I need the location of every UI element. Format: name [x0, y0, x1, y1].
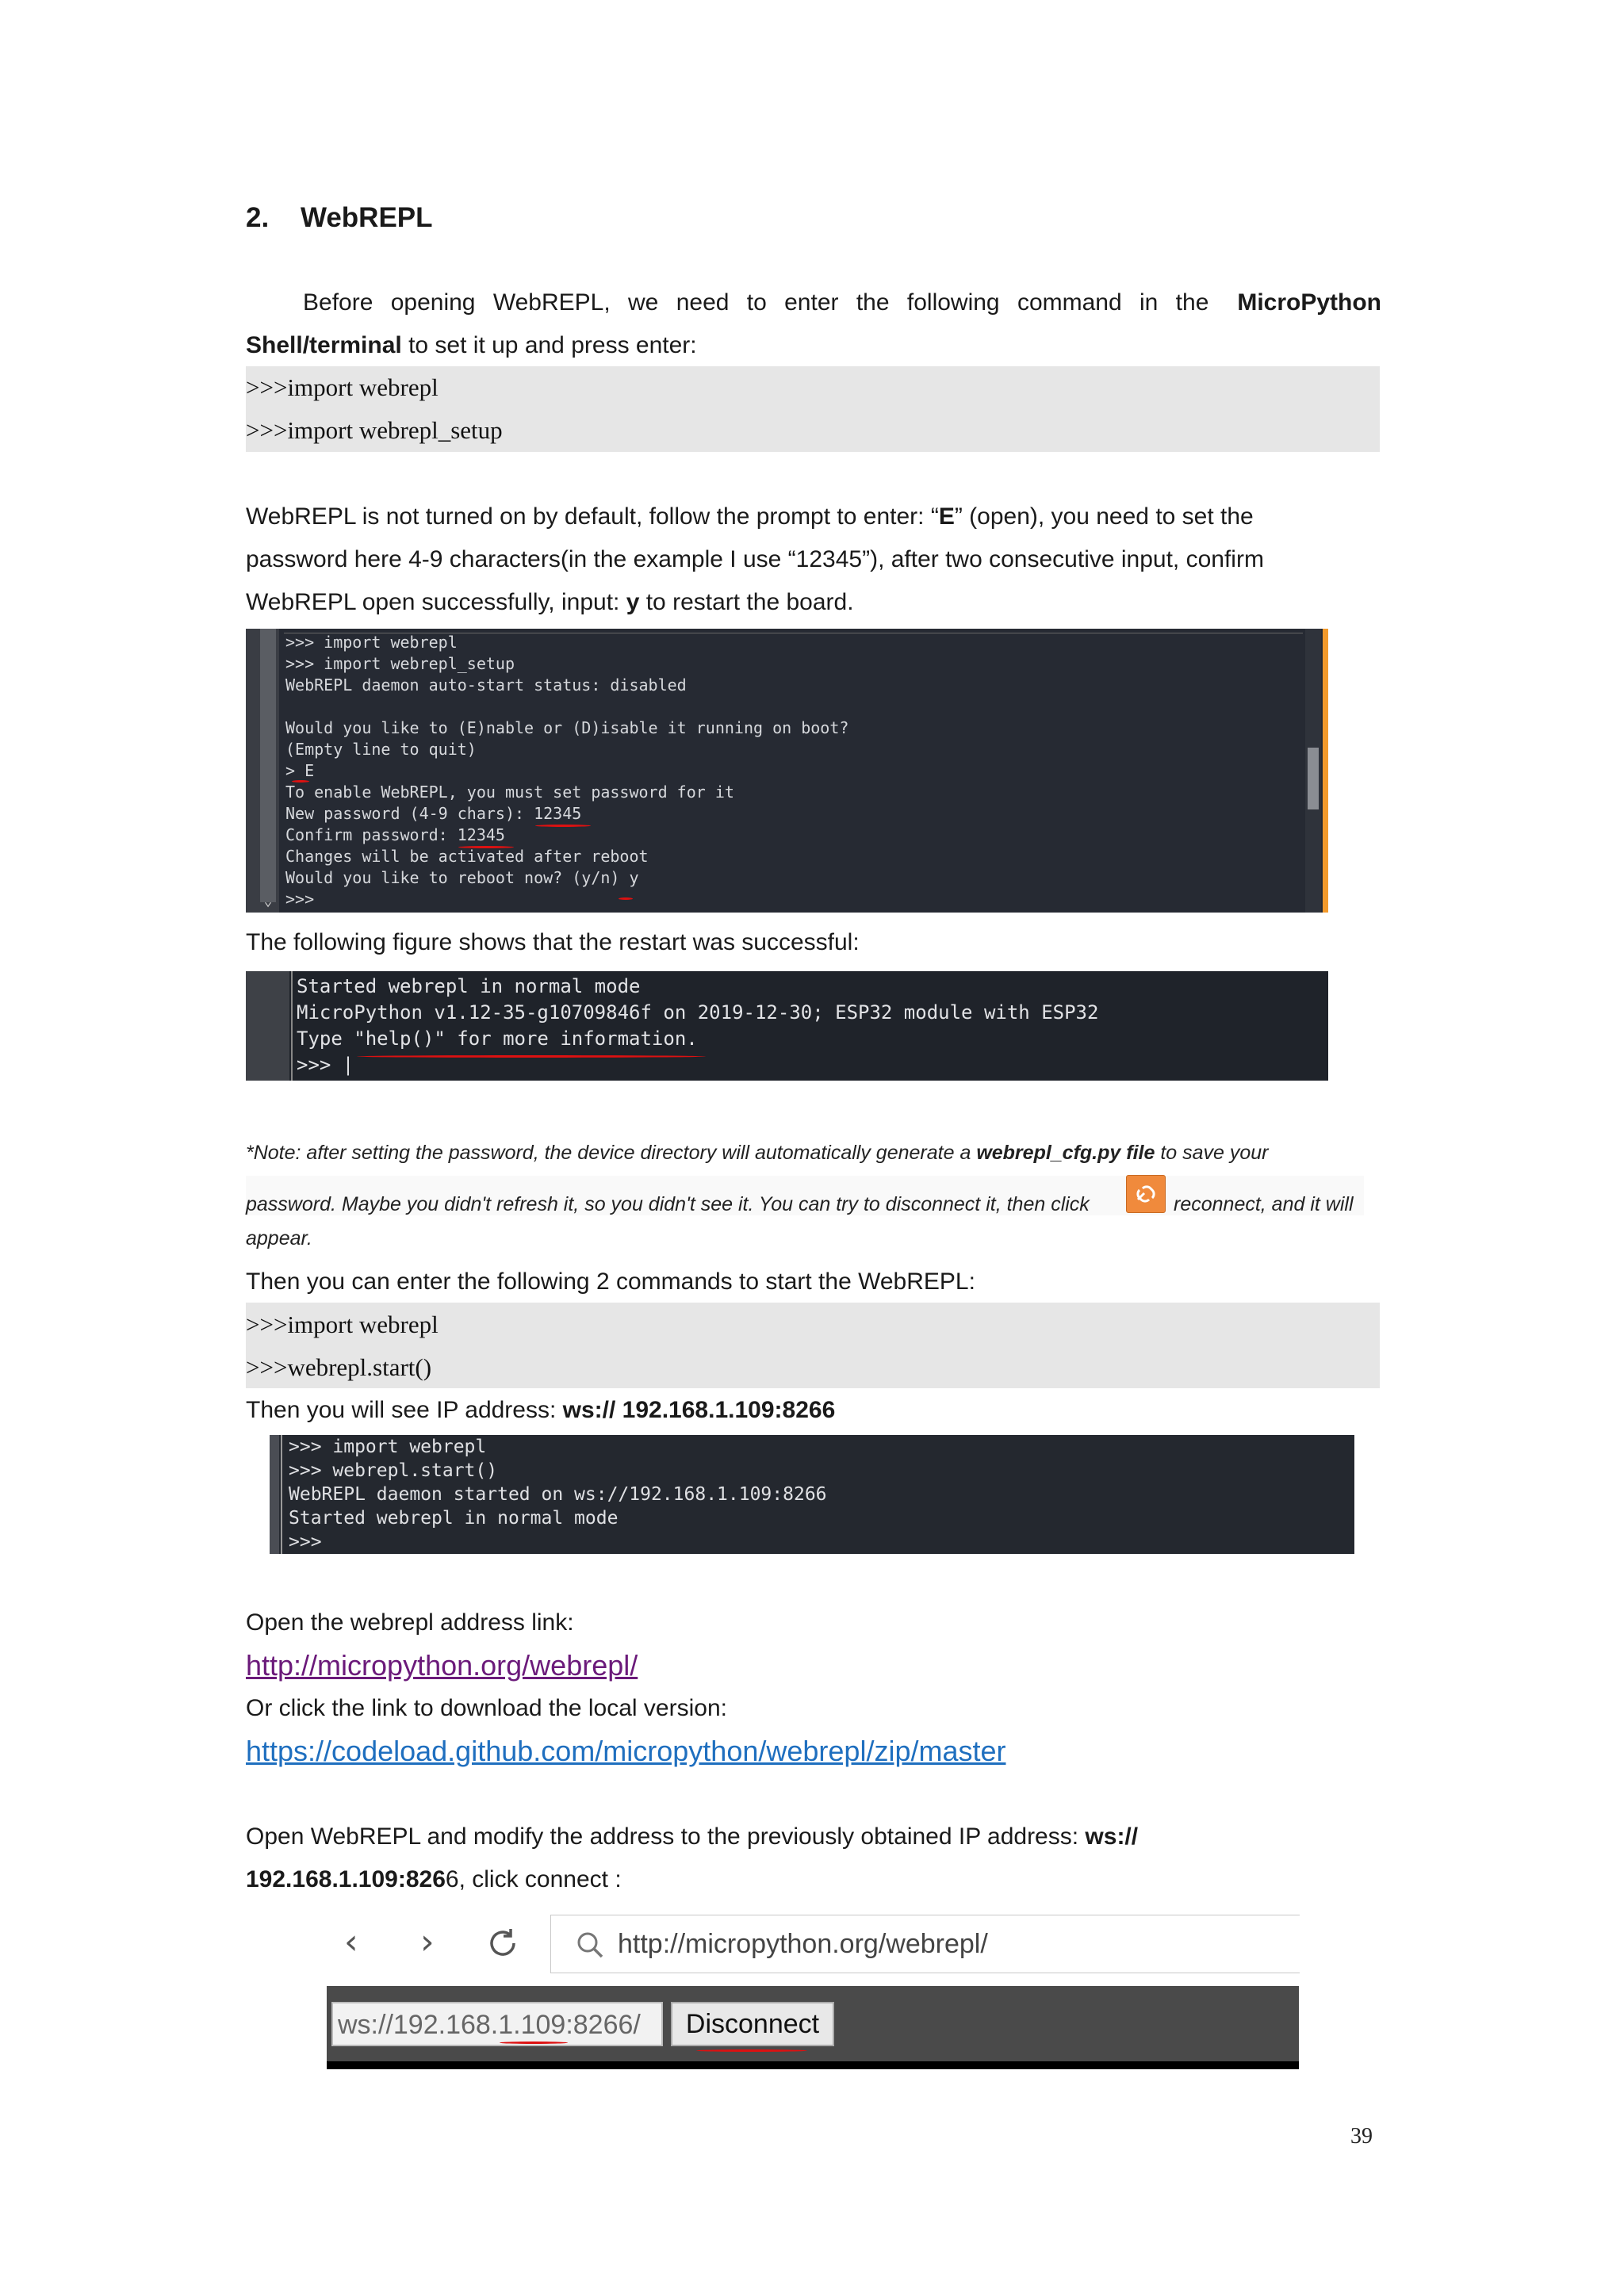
terminal-orange-edge [1323, 629, 1328, 913]
modify-bold-ws: ws:// [1085, 1823, 1139, 1850]
terminal-text [285, 632, 848, 910]
para2-text: to restart the board. [639, 589, 854, 615]
terminal-line: >>> webrepl.start() [289, 1460, 498, 1481]
terminal-gutter-rule [281, 1435, 282, 1554]
terminal-scroll-thumb[interactable] [1308, 748, 1319, 809]
modify-line-2 [246, 1858, 622, 1901]
download-link[interactable]: https://codeload.github.com/micropython/webrepl/zip/master [246, 1735, 1006, 1767]
terminal-gutter [246, 971, 289, 1081]
webrepl-connect-bar [327, 1986, 1299, 2069]
ws-address-value: ws://192.168.1.109:8266/ [338, 2010, 641, 2040]
terminal-line: (Empty line to quit) [285, 740, 477, 759]
annotation-underline [500, 2042, 568, 2044]
local-version-caption: Or click the link to download the local version: [246, 1695, 727, 1721]
terminal-line: > E [285, 761, 315, 780]
terminal-line: >>> [285, 890, 315, 909]
terminal-line: Would you like to reboot now? (y/n) y [285, 868, 639, 887]
note-text: *Note: after setting the password, the device directory will automatically generate a [246, 1142, 977, 1164]
intro-line-1 [303, 281, 1381, 324]
terminal-right-scrollbar[interactable] [1305, 629, 1321, 913]
commands-caption: Then you can enter the following 2 commands to start the WebREPL: [246, 1269, 975, 1295]
terminal-line: >>> import webrepl_setup [285, 654, 515, 673]
terminal-line: Would you like to (E)nable or (D)isable it running on boot? [285, 718, 849, 737]
terminal-setup-screenshot [246, 629, 1328, 913]
terminal-restart-screenshot [246, 971, 1328, 1081]
reconnect-icon[interactable] [1126, 1175, 1166, 1213]
disconnect-button[interactable] [671, 2002, 834, 2046]
annotation-underline [535, 825, 591, 827]
search-icon [575, 1930, 607, 1961]
note-line-2-end [1174, 1193, 1354, 1216]
modify-text: 6, click connect : [445, 1866, 622, 1892]
reload-glyph [484, 1924, 522, 1962]
terminal-scroll-track [260, 629, 276, 902]
webrepl-link[interactable]: http://micropython.org/webrepl/ [246, 1649, 638, 1682]
ip-caption-text: Then you will see IP address: [246, 1397, 563, 1423]
intro-bold-micropython: MicroPython [1237, 289, 1381, 316]
terminal-line: To enable WebREPL, you must set password for it [285, 783, 734, 802]
code-block-setup [246, 366, 1380, 452]
intro-text-2: to set it up and press enter: [401, 332, 697, 358]
para2-line-1 [246, 496, 1254, 538]
para2-text: WebREPL open successfully, input: [246, 589, 626, 615]
terminal-line: WebREPL daemon auto-start status: disabled [285, 675, 687, 695]
terminal-line: >>> | [297, 1054, 354, 1076]
note-text: password. Maybe you didn't refresh it, so you didn't see it. You can try to disconnect it, then click [246, 1193, 1090, 1215]
note-line-1 [246, 1142, 1269, 1165]
terminal-text [297, 974, 1098, 1078]
terminal-line: Started webrepl in normal mode [297, 975, 641, 997]
note-line-3: appear. [246, 1227, 312, 1249]
note-bold-filename: webrepl_cfg.py file [976, 1142, 1155, 1164]
note-line-2 [246, 1193, 1090, 1216]
terminal-line: New password (4-9 chars): 12345 [285, 804, 582, 823]
back-icon[interactable]: ‹ [344, 1922, 358, 1962]
terminal-text [289, 1435, 827, 1554]
section-number: 2. [246, 202, 270, 233]
para2-bold-y: y [626, 589, 640, 615]
terminal-line: >>> import webrepl [289, 1437, 487, 1457]
ip-caption [246, 1389, 835, 1432]
forward-icon[interactable]: › [420, 1922, 435, 1962]
link-chain-icon [1127, 1176, 1165, 1212]
code-line: >>>webrepl.start() [246, 1353, 432, 1381]
ip-address: ws:// 192.168.1.109:8266 [562, 1397, 836, 1423]
url-text: http://micropython.org/webrepl/ [618, 1929, 988, 1959]
section-heading [246, 197, 433, 239]
intro-bold-shell: Shell/terminal [246, 332, 402, 358]
browser-toolbar-screenshot [327, 1907, 1299, 1987]
terminal-start-screenshot [270, 1435, 1354, 1554]
magnifier-glyph [575, 1930, 607, 1961]
terminal-line: WebREPL daemon started on ws://192.168.1.109:8266 [289, 1484, 827, 1505]
ws-address-input[interactable] [331, 2002, 663, 2046]
terminal-line [285, 696, 848, 718]
annotation-underline [292, 780, 309, 783]
code-line: >>>import webrepl [246, 1311, 439, 1338]
page-number: 39 [1350, 2124, 1373, 2149]
terminal-line: >>> import webrepl [285, 633, 458, 652]
para2-bold-e: E [938, 503, 955, 530]
terminal-line: Confirm password: 12345 [285, 825, 505, 844]
terminal-line: Type "help()" for more information. [297, 1027, 698, 1050]
annotation-underline [619, 897, 633, 900]
modify-bold-ip: 192.168.1.109:826 [246, 1866, 446, 1892]
intro-line-2 [246, 324, 697, 367]
restart-caption: The following figure shows that the restart was successful: [246, 929, 860, 955]
para2-text: ” (open), you need to set the [954, 503, 1254, 530]
para2-line-2: password here 4-9 characters(in the example I use “12345”), after two consecutive input, confirm [246, 546, 1264, 572]
annotation-underline [357, 1055, 706, 1058]
terminal-line: Started webrepl in normal mode [289, 1508, 619, 1529]
terminal-line: >>> [289, 1532, 322, 1552]
modify-text: Open WebREPL and modify the address to the previously obtained IP address: [246, 1823, 1086, 1850]
terminal-gutter [270, 1435, 279, 1554]
note-text: reconnect, and it will [1174, 1193, 1354, 1215]
para2-text: WebREPL is not turned on by default, follow the prompt to enter: “ [246, 503, 939, 530]
note-text: to save your [1155, 1142, 1269, 1164]
modify-line-1 [246, 1816, 1138, 1858]
reload-icon[interactable] [484, 1924, 523, 1964]
terminal-line: MicroPython v1.12-35-g10709846f on 2019-12-30; ESP32 module with ESP32 [297, 1001, 1099, 1024]
para2-line-3 [246, 581, 854, 624]
terminal-line: Changes will be activated after reboot [285, 847, 649, 866]
disconnect-button-label: Disconnect [685, 2009, 820, 2039]
annotation-underline [458, 846, 514, 848]
code-block-start [246, 1303, 1380, 1388]
open-link-caption: Open the webrepl address link: [246, 1609, 574, 1636]
annotation-underline [696, 2049, 807, 2052]
terminal-gutter-rule [291, 971, 293, 1081]
address-bar[interactable] [550, 1915, 1300, 1973]
terminal-scroll-down-icon[interactable]: ⌄ [263, 893, 273, 909]
code-line: >>>import webrepl [246, 373, 439, 401]
section-title: WebREPL [300, 202, 433, 233]
intro-text: Before opening WebREPL, we need to enter the following command in the [303, 289, 1209, 316]
code-line: >>>import webrepl_setup [246, 416, 503, 444]
